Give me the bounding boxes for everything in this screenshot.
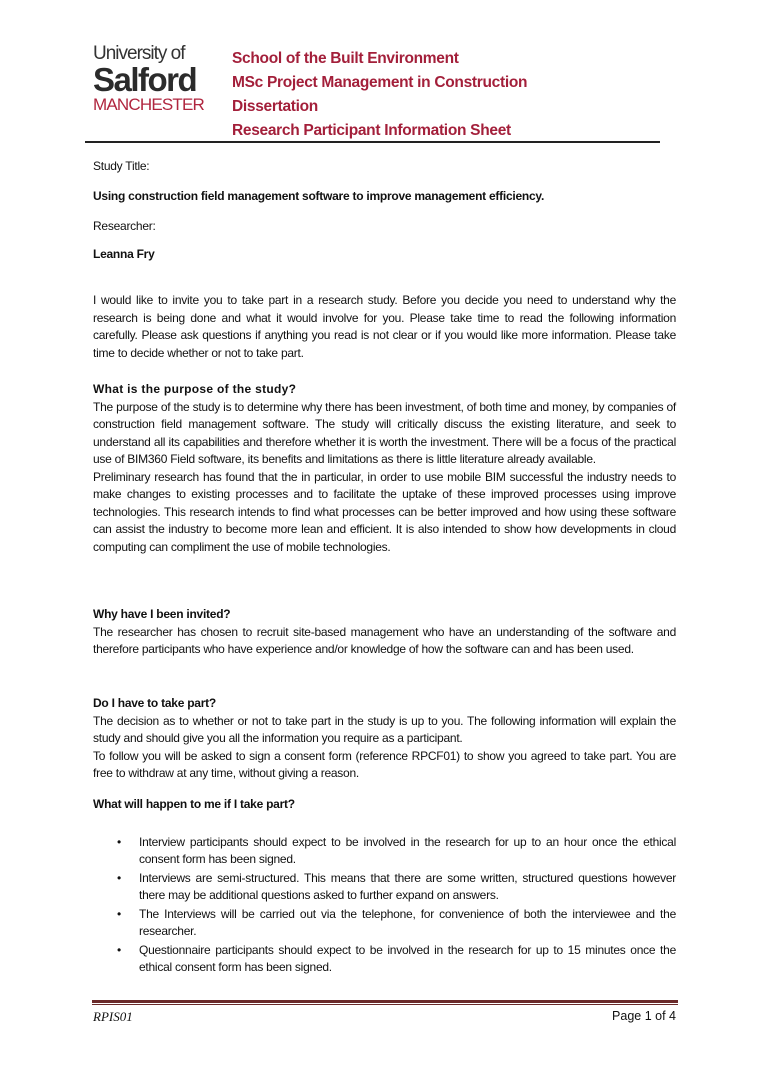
document-header: [232, 47, 527, 143]
section-invited: [93, 606, 676, 659]
section-heading: What will happen to me if I take part?: [93, 797, 295, 811]
paragraph: The researcher has chosen to recruit site-based management who have an understanding of the software and therefore participants who have experience and/or knowledge of how the software can and has been used.: [93, 624, 676, 656]
paragraph: The decision as to whether or not to take part in the study is up to you. The following information will explain the study and should give you all the information you require as a participant.: [93, 713, 676, 745]
paragraph: To follow you will be asked to sign a consent form (reference RPCF01) to show you agreed to take part. You are free to withdraw at any time, without giving a reason.: [93, 748, 676, 780]
page-number: Page 1 of 4: [612, 1009, 676, 1023]
paragraph: The purpose of the study is to determine why there has been investment, of both time and money, by companies of construction field management software. The study will critically discuss the existing literature, and seek to understand all its capabilities and therefore whether it is worth the investment. There will be a focus of the practical use of BIM360 Field software, its benefits and limitations as there is little literature already available.: [93, 399, 676, 466]
researcher-name: Leanna Fry: [93, 247, 155, 261]
section-take-part: [93, 695, 676, 783]
researcher-label: Researcher:: [93, 219, 156, 233]
header-programme: MSc Project Management in Construction: [232, 74, 528, 91]
footer-divider: [92, 1000, 678, 1003]
university-logo: [93, 44, 213, 115]
list-item-text: Interviews are semi-structured. This means that there are some written, structured questions however there may be additional questions asked to further expand on answers.: [139, 870, 676, 902]
paragraph: Preliminary research has found that the in particular, in order to use mobile BIM successful the industry needs to make changes to existing processes and to facilitate the uptake of these improved processes using improve technologies. This research intends to find what processes can be better improved and how using these software can assist the industry to become more lean and efficient. It is also intended to show how developments in cloud computing can compliment the use of mobile technologies.: [93, 469, 676, 554]
bullet-list: [93, 834, 676, 977]
section-heading: Do I have to take part?: [93, 696, 216, 710]
logo-line-3: MANCHESTER: [93, 95, 205, 114]
section-what-happens: [93, 796, 676, 978]
list-item-text: Questionnaire participants should expect to be involved in the research for up to 15 minutes once the ethical consent form has been signed.: [139, 942, 676, 974]
intro-paragraph: I would like to invite you to take part in a research study. Before you decide you need to understand why the research is being done and what it would involve for you. Please take time to read the following information carefully. Please ask questions if anything you read is not clear or if you would like more information. Please take time to decide whether or not to take part.: [93, 293, 676, 360]
header-module: Dissertation: [232, 98, 318, 115]
logo-line-2: Salford: [93, 61, 197, 98]
list-item-text: Interview participants should expect to be involved in the research for up to an hour once the ethical consent form has been signed.: [139, 834, 676, 866]
header-school: School of the Built Environment: [232, 50, 459, 67]
study-title: Using construction field management software to improve management efficiency.: [93, 189, 545, 203]
study-title-label: Study Title:: [93, 159, 150, 173]
bullet-icon: •: [117, 834, 121, 849]
bullet-icon: •: [117, 906, 121, 921]
header-doc-title: Research Participant Information Sheet: [232, 122, 511, 139]
bullet-icon: •: [117, 942, 121, 957]
list-item: [93, 942, 676, 977]
list-item: [93, 834, 676, 869]
header-divider: [85, 141, 660, 143]
logo-line-1: University of: [93, 43, 185, 64]
footer-reference: RPIS01: [93, 1009, 133, 1024]
section-heading: What is the purpose of the study?: [93, 382, 297, 396]
list-item-text: The Interviews will be carried out via the telephone, for convenience of both the interviewee and the researcher.: [139, 906, 676, 938]
bullet-icon: •: [117, 870, 121, 885]
footer-divider-thin: [92, 1004, 678, 1005]
list-item: [93, 870, 676, 905]
section-purpose: [93, 381, 676, 556]
list-item: [93, 906, 676, 941]
section-heading: Why have I been invited?: [93, 607, 231, 621]
